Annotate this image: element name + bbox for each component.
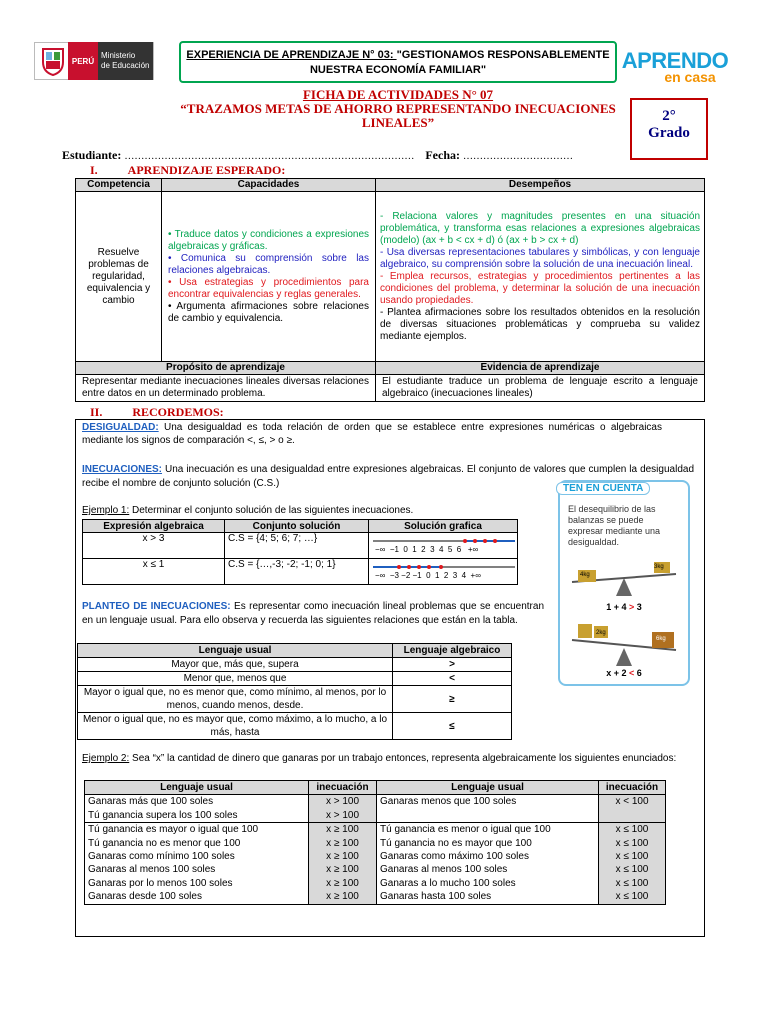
desempeno-1: - Relaciona valores y magnitudes presentes en una situación problemática, y transforma esas relaciones a expresiones algebraicas (modelo) (ax + b < cx + d) ó (ax + b > cx + d): [380, 210, 700, 246]
inecuaciones-paragraph: INECUACIONES: Una inecuación es una desigualdad entre expresiones algebraicas. El conjunto de valores que cumplen la desigualdad recibe el nombre de conjunto solución (C.S.): [82, 464, 694, 489]
ej2-usual-cell: Tú ganancia no es menor que 100: [85, 837, 309, 850]
ej2-inecuacion-cell: x ≥ 100: [309, 850, 377, 863]
lang-alg-4: ≤: [393, 713, 512, 740]
lang-usual-3: Mayor o igual que, no es menor que, como mínimo, al menos, por lo menos, cuando menos, desde.: [78, 686, 393, 713]
ej2-usual-cell: Ganaras como mínimo 100 soles: [85, 850, 309, 863]
subtitle-line1: “TRAZAMOS METAS DE AHORRO REPRESENTANDO INECUACIONES: [180, 101, 616, 116]
ej2-usual-cell: Ganaras al menos 100 soles: [85, 863, 309, 876]
desempeno-2: - Usa diversas representaciones tabulares y simbólicas, y con lenguaje algebraico, su comprensión sobre la solución de una inecuación lineal.: [380, 246, 700, 270]
number-line-2: −∞ −3 −2 −1 0 1 2 3 4 +∞: [369, 559, 518, 585]
experience-prefix: EXPERIENCIA DE APRENDIZAJE N° 03:: [186, 49, 397, 61]
lang-alg-1: >: [393, 658, 512, 672]
peru-badge: PERÚ: [68, 42, 98, 80]
ej1-cs-2: C.S = {…,-3; -2; -1; 0; 1}: [225, 559, 369, 585]
ministry-line2: de Educación: [101, 61, 150, 70]
capacidad-2: • Comunica su comprensión sobre las relaciones algebraicas.: [168, 252, 369, 276]
ej2-usual-cell: Tú ganancia es menor o igual que 100: [377, 823, 599, 837]
desempeno-3: - Emplea recursos, estrategias y procedimientos pertinentes a las condiciones del problema, y determinar la solución de una inecuación usando propiedades.: [380, 270, 700, 306]
student-label: Estudiante:: [62, 148, 122, 162]
ej2-header-usual-2: Lenguaje usual: [377, 781, 599, 795]
header-capacidades: Capacidades: [162, 179, 376, 192]
ten-en-cuenta-title: TEN EN CUENTA: [556, 482, 650, 495]
ejemplo-1-table: [82, 519, 518, 585]
ej2-usual-cell: Ganaras hasta 100 soles: [377, 890, 599, 904]
evidencia-cell: El estudiante traduce un problema de lenguaje escrito a lenguaje algebraico (inecuaciones lineales): [376, 375, 705, 402]
number-line-1: −∞ −1 0 1 2 3 4 5 6 +∞: [369, 533, 518, 559]
ej2-usual-cell: Tú ganancia supera los 100 soles: [85, 809, 309, 823]
ficha-title: FICHA DE ACTIVIDADES N° 07: [302, 87, 494, 102]
en-casa-text: en casa: [664, 69, 716, 85]
weight-3kg: 3kg: [654, 564, 664, 570]
ej2-row: [85, 850, 666, 863]
ej2-usual-cell: Ganaras menos que 100 soles: [377, 795, 599, 809]
header-competencia: Competencia: [76, 179, 162, 192]
lang-header-alg: Lenguaje algebraico: [393, 644, 512, 658]
ej2-row: [85, 795, 666, 809]
ej2-inecuacion-cell: x ≥ 100: [309, 890, 377, 904]
ejemplo-2-text: Ejemplo 2: Sea “x” la cantidad de dinero que ganaras por un trabajo entonces, representa algebraicamente los siguientes enunciados:: [82, 753, 677, 764]
coat-of-arms-icon: [38, 46, 68, 76]
balance-scale-2-icon: [564, 618, 684, 668]
ej2-inecuacion-cell: x ≤ 100: [599, 877, 666, 890]
section-1-heading: I. APRENDIZAJE ESPERADO:: [90, 163, 286, 177]
aprendo-en-casa-logo: [620, 50, 730, 90]
ej2-usual-cell: Ganaras por lo menos 100 soles: [85, 877, 309, 890]
ej2-inecuacion-cell: x ≥ 100: [309, 823, 377, 837]
ej1-header-expr: Expresión algebraica: [83, 520, 225, 533]
ej2-header-usual-1: Lenguaje usual: [85, 781, 309, 795]
minedu-logo: [34, 42, 154, 80]
ej2-usual-cell: Tú ganancia no es mayor que 100: [377, 837, 599, 850]
ej2-usual-cell: Ganaras desde 100 soles: [85, 890, 309, 904]
header-evidencia: Evidencia de aprendizaje: [376, 362, 705, 375]
ej2-usual-cell: Ganaras como máximo 100 soles: [377, 850, 599, 863]
ej2-row: [85, 877, 666, 890]
ej2-usual-cell: Tú ganancia es mayor o igual que 100: [85, 823, 309, 837]
experience-box: [179, 41, 617, 83]
ej2-header-inec-2: inecuación: [599, 781, 666, 795]
ej2-row: [85, 837, 666, 850]
aprendo-text: APRENDO: [621, 48, 729, 73]
ej2-header-inec-1: inecuación: [309, 781, 377, 795]
ejemplo-2-table: [84, 780, 666, 905]
ministry-line1: Ministerio: [101, 51, 136, 60]
ej1-expr-1: x > 3: [83, 533, 225, 559]
date-field[interactable]: ……………………………: [463, 151, 573, 162]
ej2-inecuacion-cell: x > 100: [309, 809, 377, 823]
competencia-cell: Resuelve problemas de regularidad, equivalencia y cambio: [76, 192, 162, 362]
ej1-expr-2: x ≤ 1: [83, 559, 225, 585]
ej2-usual-cell: Ganaras más que 100 soles: [85, 795, 309, 809]
lenguaje-table: [77, 643, 512, 740]
capacidad-1: • Traduce datos y condiciones a expresiones algebraicas y gráficas.: [168, 228, 369, 252]
grade-label: Grado: [648, 125, 690, 141]
ten-en-cuenta-panel: [558, 480, 690, 686]
ej1-header-grafica: Solución grafica: [369, 520, 518, 533]
planteo-paragraph: PLANTEO DE INECUACIONES: Es representar como inecuación lineal problemas que se encuentran en un lenguaje usual. Para ello observa y recuerda las siguientes relaciones que están en la tabla.: [82, 601, 545, 626]
lang-usual-1: Mayor que, más que, supera: [78, 658, 393, 672]
equation-2: x + 2 < 6: [606, 668, 642, 678]
desigualdad-paragraph: DESIGUALDAD: Una desigualdad es toda relación de orden que se establece entre expresiones numéricas o algebraicas mediante los signos de comparación <, ≤, > o ≥.: [82, 422, 662, 446]
ej2-inecuacion-cell: x ≤ 100: [599, 837, 666, 850]
ten-en-cuenta-text: El desequilibrio de las balanzas se puede expresar mediante una desigualdad.: [568, 504, 661, 547]
desempeno-4: - Plantea afirmaciones sobre los resultados obtenidos en la resolución de diversas situaciones problemáticas y comprueba su validez mediante ejemplos.: [380, 306, 700, 342]
date-label: Fecha:: [425, 148, 460, 162]
ej2-inecuacion-cell: x ≤ 100: [599, 890, 666, 904]
ejemplo-1-text: Ejemplo 1: Determinar el conjunto solución de las siguientes inecuaciones.: [82, 505, 414, 516]
proposito-cell: Representar mediante inecuaciones lineales diversas relaciones entre datos en un determinado problema.: [76, 375, 376, 402]
ej2-row: [85, 823, 666, 837]
ej1-cs-1: C.S = {4; 5; 6; 7; …}: [225, 533, 369, 559]
ej2-inecuacion-cell: x ≤ 100: [599, 823, 666, 837]
ej2-inecuacion-cell: [599, 809, 666, 823]
lang-header-usual: Lenguaje usual: [78, 644, 393, 658]
capacidad-3: • Usa estrategias y procedimientos para encontrar equivalencias y reglas generales.: [168, 276, 369, 300]
ej2-inecuacion-cell: x ≤ 100: [599, 850, 666, 863]
header-proposito: Propósito de aprendizaje: [76, 362, 376, 375]
ej1-header-cs: Conjunto solución: [225, 520, 369, 533]
equation-1: 1 + 4 > 3: [606, 602, 642, 612]
lang-alg-3: ≥: [393, 686, 512, 713]
weight-6kg: 6kg: [656, 636, 666, 642]
student-field[interactable]: ……………………………………………………………………………: [124, 151, 415, 162]
ej2-usual-cell: [377, 809, 599, 823]
ej2-row: [85, 863, 666, 876]
lang-alg-2: <: [393, 672, 512, 686]
lang-usual-4: Menor o igual que, no es mayor que, como máximo, a lo mucho, a lo más, hasta: [78, 713, 393, 740]
experience-title-2: NUESTRA ECONOMÍA FAMILIAR": [309, 64, 487, 76]
weight-2kg: 2kg: [596, 630, 606, 636]
ej2-inecuacion-cell: x > 100: [309, 795, 377, 809]
capacidad-4: • Argumenta afirmaciones sobre relaciones de cambio y equivalencia.: [168, 300, 369, 324]
ej2-inecuacion-cell: x ≥ 100: [309, 863, 377, 876]
experience-title-1: "GESTIONAMOS RESPONSABLEMENTE: [396, 49, 610, 61]
ej2-inecuacion-cell: x ≤ 100: [599, 863, 666, 876]
ej2-row: [85, 809, 666, 823]
ej2-inecuacion-cell: x ≥ 100: [309, 837, 377, 850]
ej2-row: [85, 890, 666, 904]
subtitle-line2: LINEALES”: [361, 115, 435, 130]
ej2-inecuacion-cell: x ≥ 100: [309, 877, 377, 890]
grade-number: 2°: [662, 108, 676, 124]
weight-4kg: 4kg: [580, 572, 590, 578]
ej2-usual-cell: Ganaras al menos 100 soles: [377, 863, 599, 876]
ej2-usual-cell: Ganaras a lo mucho 100 soles: [377, 877, 599, 890]
section-2-heading: II. RECORDEMOS:: [90, 405, 224, 419]
competency-table: [75, 178, 705, 402]
ej2-inecuacion-cell: x < 100: [599, 795, 666, 809]
lang-usual-2: Menor que, menos que: [78, 672, 393, 686]
header-desempenos: Desempeños: [376, 179, 705, 192]
